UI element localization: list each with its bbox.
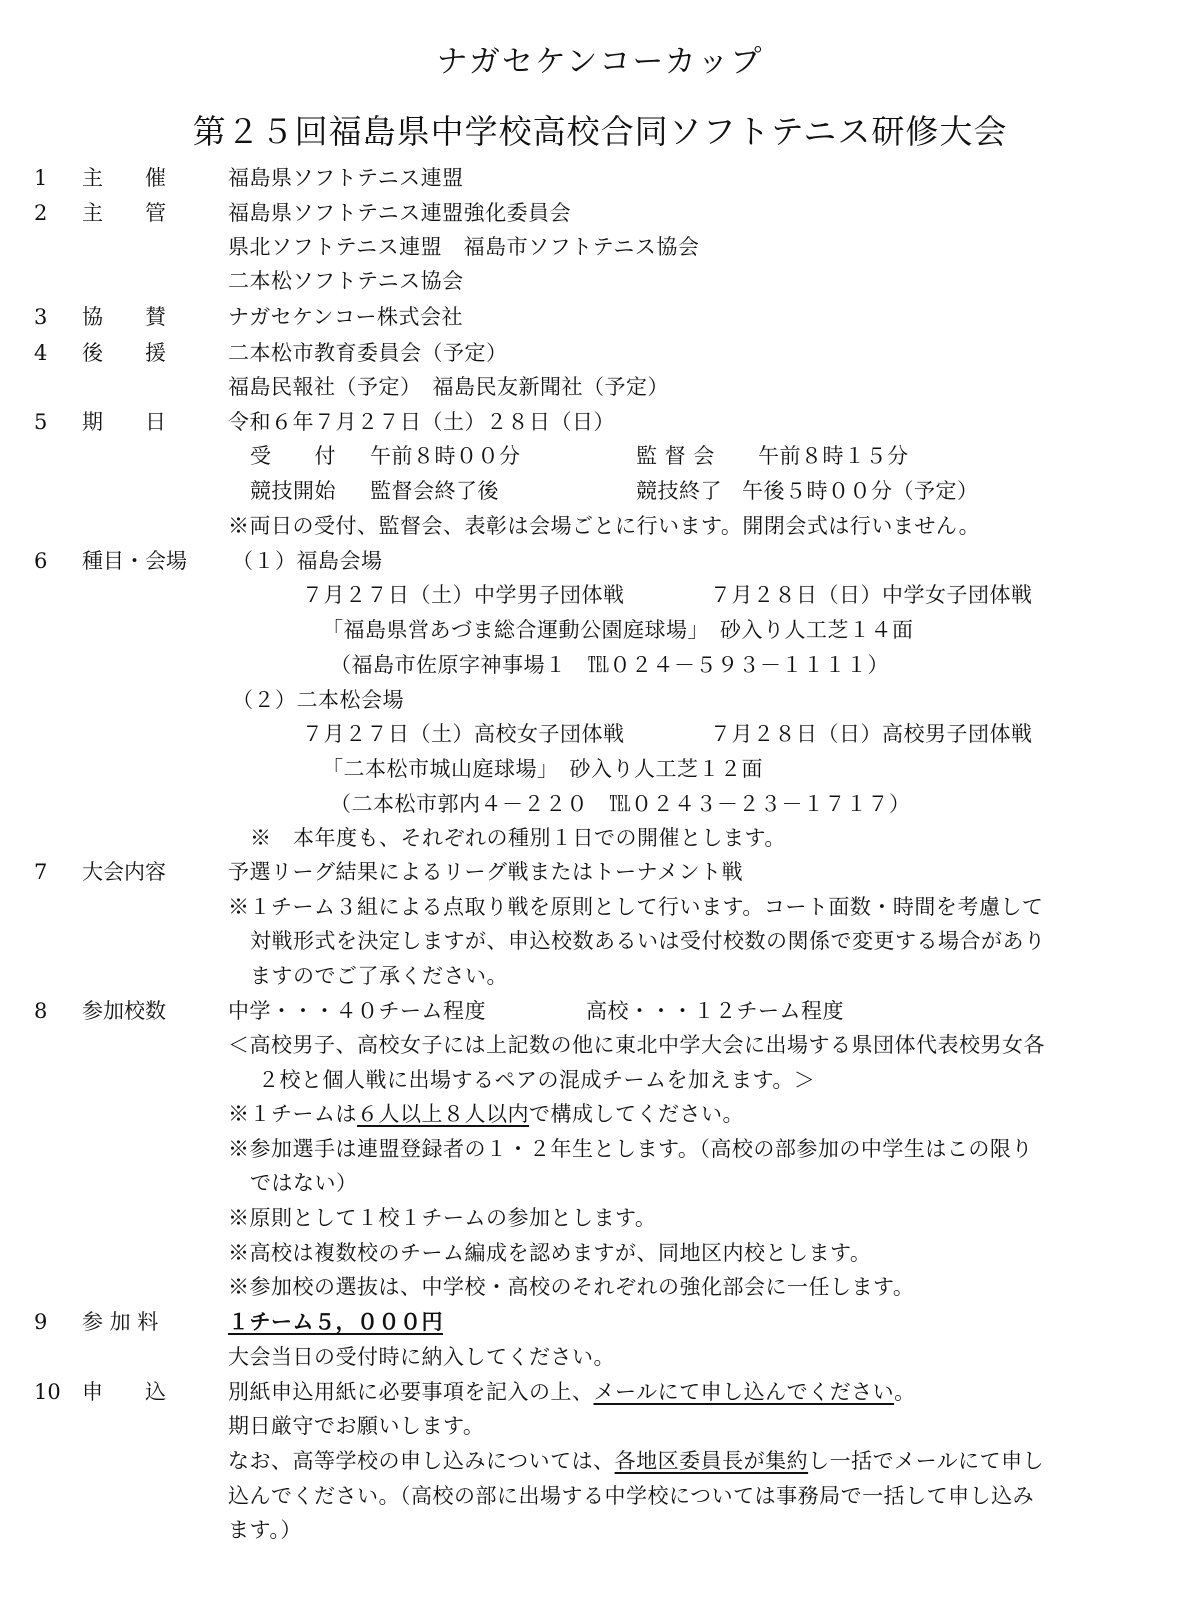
team-size-range: ６人以上８人以内 <box>357 1102 529 1126</box>
application-line: ます。） <box>228 1518 302 1542</box>
section-number: 3 <box>34 305 48 329</box>
manager-line: 県北ソフトテニス連盟 福島市ソフトテニス協会 <box>228 235 700 259</box>
player-note: ではない） <box>250 1171 358 1195</box>
team-size-note <box>228 1099 744 1129</box>
section-label: 申 込 <box>82 1380 166 1404</box>
start-label: 競技開始 <box>250 479 336 503</box>
document-title: ナガセケンコーカップ <box>436 44 764 80</box>
document-subtitle: 第２５回福島県中学校高校合同ソフトテニス研修大会 <box>192 112 1008 151</box>
section-number: 6 <box>34 549 48 573</box>
venue2-title: （２）二本松会場 <box>232 688 404 712</box>
application-hs-collect: 各地区委員長が集約 <box>614 1449 809 1473</box>
player-note: ※参加選手は連盟登録者の１・２年生とします。（高校の部参加の中学生はこの限り <box>228 1137 1033 1161</box>
section-label: 後 援 <box>82 341 166 365</box>
section-number: 4 <box>34 341 48 365</box>
meeting-label: 監 督 会 <box>636 444 715 468</box>
start-time: 監督会終了後 <box>370 479 499 503</box>
support-line: 福島民報社（予定） 福島民友新聞社（予定） <box>228 375 669 399</box>
application-line <box>228 1377 916 1407</box>
team-note: ＜高校男子、高校女子には上記数の他に東北中学大会に出場する県団体代表校男女各 <box>228 1033 1045 1057</box>
application-method: メールにて申し込んでください <box>593 1380 895 1404</box>
team-size-post: で構成してください。 <box>529 1102 744 1126</box>
section-label: 協 賛 <box>82 305 166 329</box>
application-post: 。 <box>894 1380 916 1404</box>
junior-high-count: 中学・・・４０チーム程度 <box>228 999 486 1023</box>
school-note: ※参加校の選抜は、中学校・高校のそれぞれの強化部会に一任します。 <box>228 1275 915 1299</box>
manager-line: 二本松ソフトテニス協会 <box>228 269 464 293</box>
section-label: 参加校数 <box>82 999 166 1023</box>
section-number: 7 <box>34 860 48 884</box>
support-line: 二本松市教育委員会（予定） <box>228 341 508 365</box>
section-number: 9 <box>34 1310 48 1334</box>
section-label: 参 加 料 <box>82 1310 159 1334</box>
team-size-pre: ※１チームは <box>228 1102 357 1126</box>
format-note: ますのでご了承ください。 <box>250 964 508 988</box>
application-line: 期日厳守でお願いします。 <box>228 1414 485 1438</box>
venue1-title: （１）福島会場 <box>232 549 383 573</box>
format-line: 予選リーグ結果によるリーグ戦またはトーナメント戦 <box>228 860 744 884</box>
high-school-count: 高校・・・１２チーム程度 <box>586 999 844 1023</box>
school-note: ※原則として１校１チームの参加とします。 <box>228 1206 657 1230</box>
format-note: 対戦形式を決定しますが、申込校数あるいは受付校数の関係で変更する場合があり <box>250 929 1046 953</box>
school-note: ※高校は複数校のチーム編成を認めますが、同地区内校とします。 <box>228 1241 872 1265</box>
application-hs-pre: なお、高等学校の申し込みについては、 <box>228 1449 615 1473</box>
section-label: 主 管 <box>82 201 166 225</box>
reception-label: 受 付 <box>250 444 336 468</box>
sponsor: ナガセケンコー株式会社 <box>228 305 464 329</box>
section-label: 大会内容 <box>82 860 166 884</box>
format-note: ※１チーム３組による点取り戦を原則として行います。コート面数・時間を考慮して <box>228 895 1044 919</box>
section-number: 1 <box>34 166 48 190</box>
fee-note: 大会当日の受付時に納入してください。 <box>228 1345 615 1369</box>
venue1-place: 「福島県営あづま総合運動公園庭球場」 砂入り人工芝１４面 <box>322 618 914 642</box>
venue1-day1: ７月２７日（土）中学男子団体戦 <box>302 583 625 607</box>
venue2-address: （二本松市郭内４－２２０ ℡０２４３－２３－１７１７） <box>330 792 911 816</box>
application-hs-post: し一括でメールにて申し <box>808 1449 1045 1473</box>
venue-note: ※ 本年度も、それぞれの種別１日での開催とします。 <box>250 826 786 850</box>
venue1-day2: ７月２８日（日）中学女子団体戦 <box>710 583 1033 607</box>
application-line: 込んでください。（高校の部に出場する中学校については事務局で一括して申し込み <box>228 1484 1035 1508</box>
section-number: 8 <box>34 999 48 1023</box>
section-number: 5 <box>34 410 48 434</box>
venue1-address: （福島市佐原字神事場１ ℡０２４－５９３－１１１１） <box>330 653 889 677</box>
schedule-note: ※両日の受付、監督会、表彰は会場ごとに行います。開閉会式は行いません。 <box>228 514 981 538</box>
manager-line: 福島県ソフトテニス連盟強化委員会 <box>228 201 572 225</box>
application-pre: 別紙申込用紙に必要事項を記入の上、 <box>228 1380 594 1404</box>
end-label: 競技終了 <box>636 479 722 503</box>
venue2-day2: ７月２８日（日）高校男子団体戦 <box>710 722 1033 746</box>
section-label: 期 日 <box>82 410 166 434</box>
reception-time: 午前８時００分 <box>370 444 521 468</box>
application-line <box>228 1446 1044 1476</box>
section-label: 種目・会場 <box>82 549 187 573</box>
section-number: 10 <box>34 1380 61 1404</box>
entry-fee: １チーム５，０００円 <box>228 1309 443 1334</box>
team-note: ２校と個人戦に出場するペアの混成チームを加えます。＞ <box>258 1068 816 1092</box>
organizer: 福島県ソフトテニス連盟 <box>228 166 464 190</box>
meeting-time: 午前８時１５分 <box>758 444 909 468</box>
venue2-day1: ７月２７日（土）高校女子団体戦 <box>302 722 625 746</box>
venue2-place: 「二本松市城山庭球場」 砂入り人工芝１２面 <box>322 757 763 781</box>
section-number: 2 <box>34 201 48 225</box>
section-label: 主 催 <box>82 166 166 190</box>
event-dates: 令和６年７月２７日（土）２８日（日） <box>228 410 615 434</box>
end-time: 午後５時００分（予定） <box>742 479 979 503</box>
